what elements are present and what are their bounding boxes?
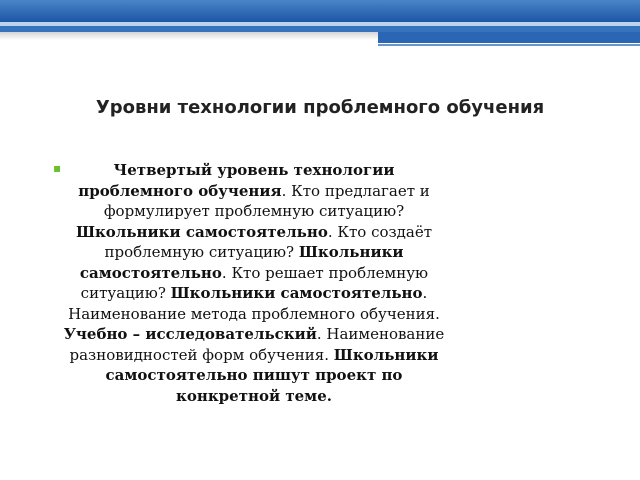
header-tab-line [378,44,640,46]
header-bar [0,0,640,22]
body-run: . Кто решает проблемную ситуацию? [80,263,429,302]
body-paragraph [56,160,452,406]
body-run: . Кто предлагает и формулирует проблемную ситуацию? [103,181,430,220]
header-tab-block [378,32,640,43]
bullet-icon: ▪ [53,161,62,175]
body-run: Учебно – исследовательский [63,325,317,343]
body-run: Школьники самостоятельно пишут проект по конкретной теме. [105,345,439,405]
slide-title: Уровни технологии проблемного обучения [95,97,545,118]
body-run: Школьники самостоятельно [79,243,404,282]
slide-body [53,160,452,406]
body-run: . Наименование разновидностей форм обучения. [69,325,445,364]
body-run: Четвертый уровень технологии проблемного обучения [78,161,395,200]
body-run: . Кто создаёт проблемную ситуацию? [104,222,433,261]
body-run: Школьники самостоятельно [75,222,328,241]
body-run: . Наименование метода проблемного обучения. [68,284,440,323]
body-run: Школьники самостоятельно [170,284,423,302]
